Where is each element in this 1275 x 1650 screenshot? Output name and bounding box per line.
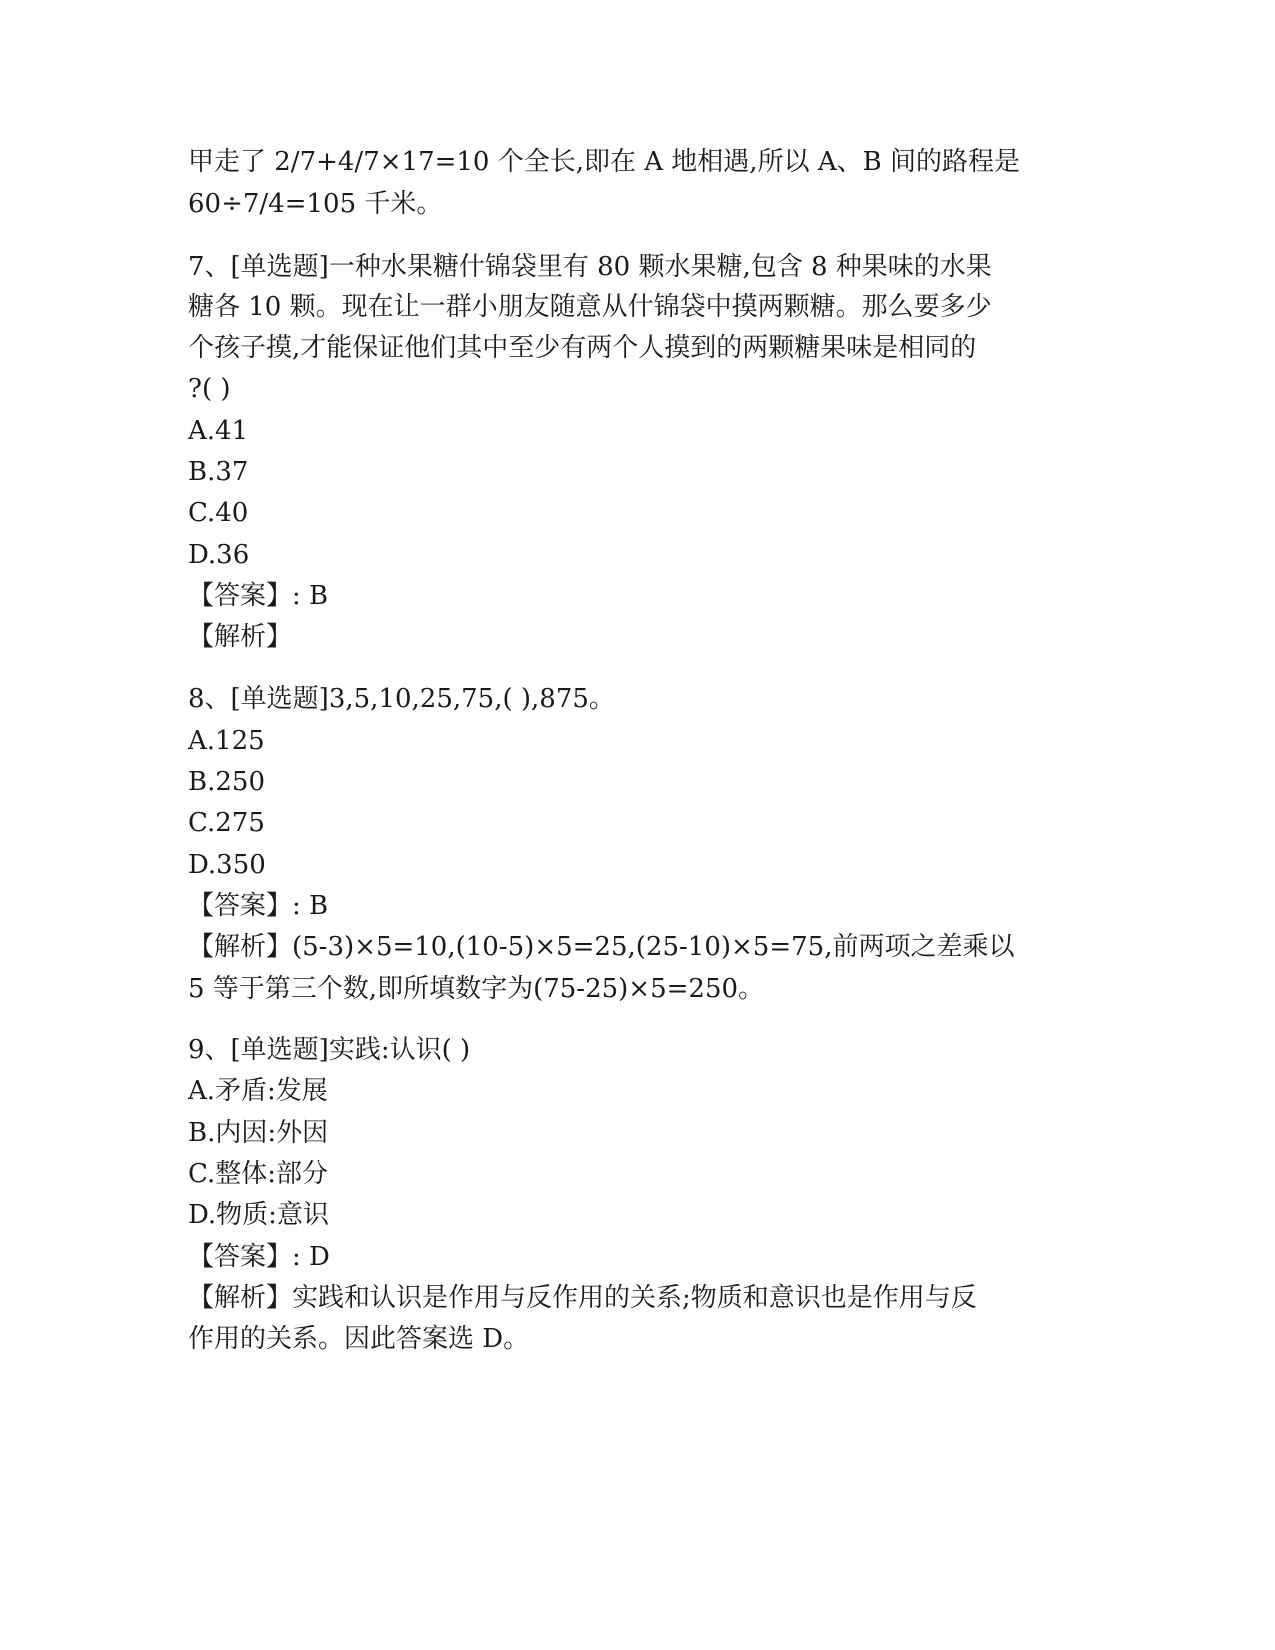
q7-analysis: 【解析】 xyxy=(188,622,293,652)
q9-option-c: C.整体:部分 xyxy=(188,1159,328,1189)
q8-answer: 【答案】: B xyxy=(188,891,329,921)
q7-stem-line-4: ?( ) xyxy=(188,374,231,404)
q8-option-d: D.350 xyxy=(188,850,266,880)
q7-option-d: D.36 xyxy=(188,540,250,570)
q8-analysis-line-2: 5 等于第三个数,即所填数字为(75-25)×5=250。 xyxy=(188,974,765,1004)
q8-option-b: B.250 xyxy=(188,767,265,797)
q9-stem: 9、[单选题]实践:认识( ) xyxy=(188,1035,471,1065)
q7-option-b: B.37 xyxy=(188,457,249,487)
q7-stem-line-1: 7、[单选题]一种水果糖什锦袋里有 80 颗水果糖,包含 8 种果味的水果 xyxy=(188,252,992,282)
q9-option-d: D.物质:意识 xyxy=(188,1200,329,1230)
q9-analysis-line-1: 【解析】实践和认识是作用与反作用的关系;物质和意识也是作用与反 xyxy=(188,1283,977,1313)
q9-answer: 【答案】: D xyxy=(188,1242,330,1272)
q7-stem-line-3: 个孩子摸,才能保证他们其中至少有两个人摸到的两颗糖果味是相同的 xyxy=(188,333,977,363)
q9-option-a: A.矛盾:发展 xyxy=(188,1076,328,1106)
q7-option-a: A.41 xyxy=(188,416,249,446)
q7-stem-line-2: 糖各 10 颗。现在让一群小朋友随意从什锦袋中摸两颗糖。那么要多少 xyxy=(188,292,992,322)
q7-option-c: C.40 xyxy=(188,498,249,528)
intro-line-1: 甲走了 2/7+4/7×17=10 个全长,即在 A 地相遇,所以 A、B 间的路程是 xyxy=(188,147,1020,177)
q8-analysis-line-1: 【解析】(5-3)×5=10,(10-5)×5=25,(25-10)×5=75,前两项之差乘以 xyxy=(188,932,1015,962)
q8-option-a: A.125 xyxy=(188,726,265,756)
intro-line-2: 60÷7/4=105 千米。 xyxy=(188,189,443,219)
q9-analysis-line-2: 作用的关系。因此答案选 D。 xyxy=(188,1324,530,1354)
q8-stem: 8、[单选题]3,5,10,25,75,( ),875。 xyxy=(188,684,615,714)
q8-option-c: C.275 xyxy=(188,808,265,838)
q9-option-b: B.内因:外因 xyxy=(188,1118,329,1148)
q7-answer: 【答案】: B xyxy=(188,581,329,611)
